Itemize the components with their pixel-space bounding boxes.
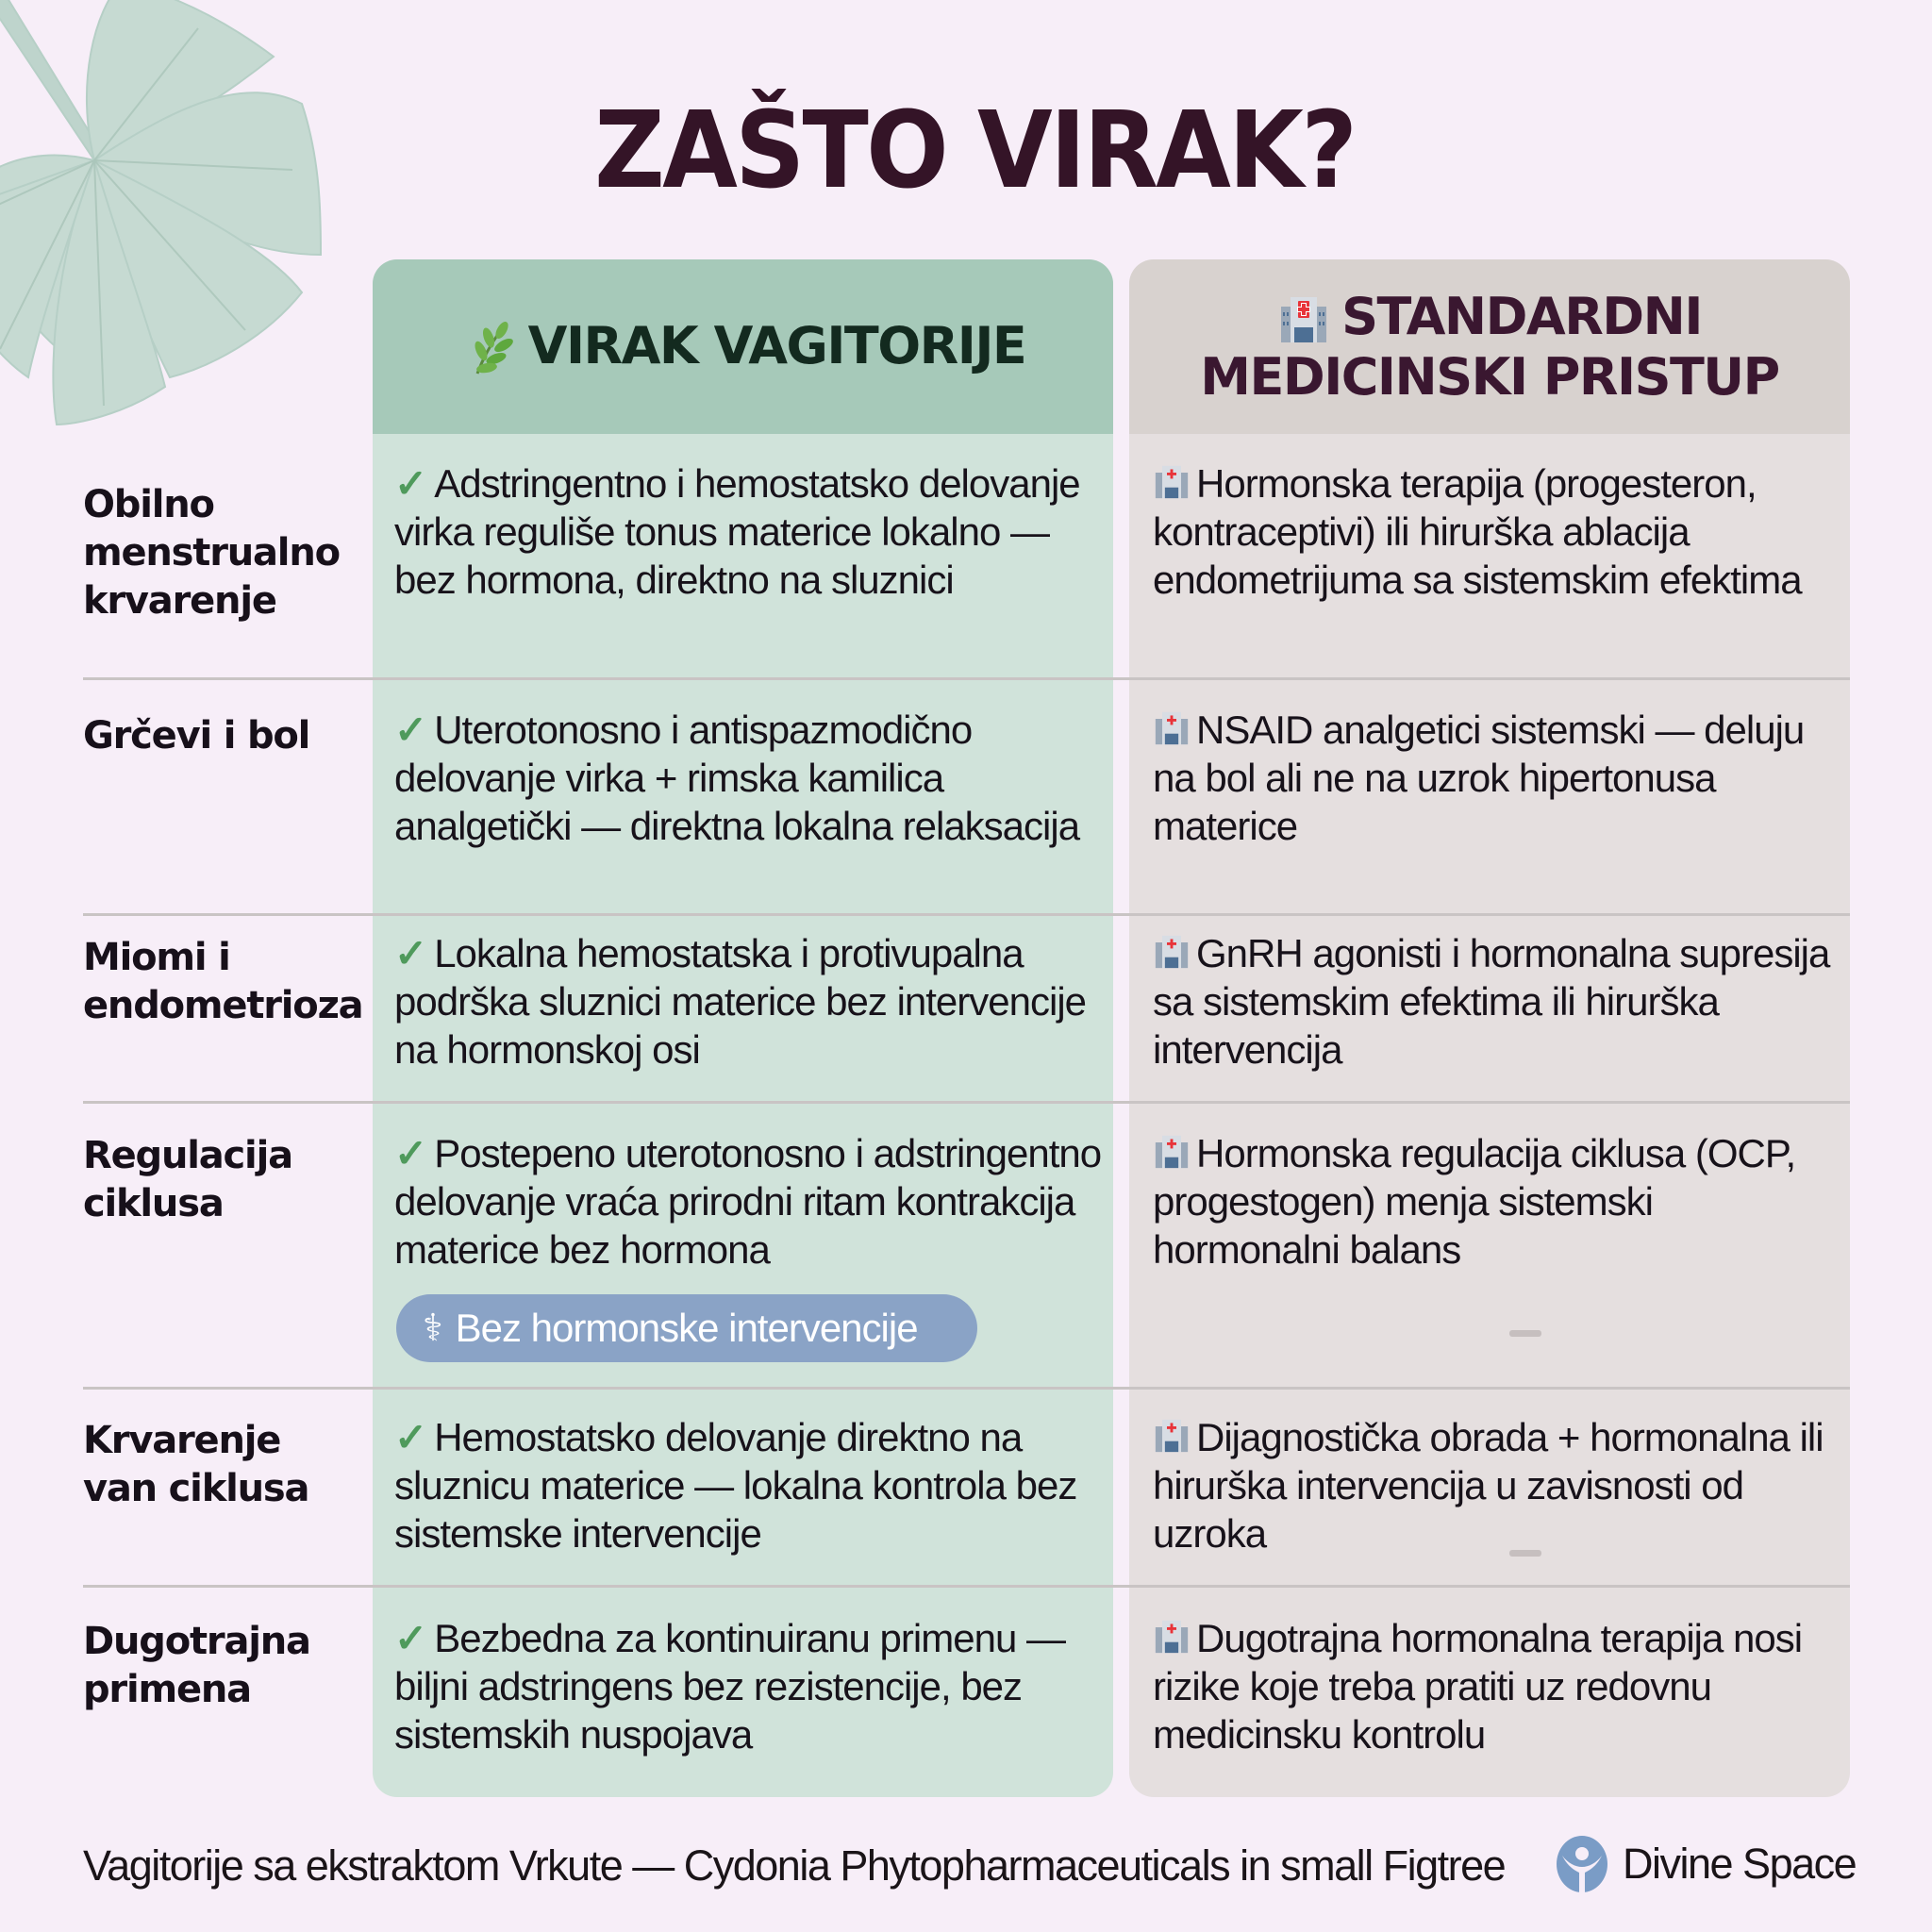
virak-cell: ✓ Adstringentno i hemostatsko delovanje virka reguliše tonus materice lokalno — bez hormona, direktno na sluznici: [394, 461, 1080, 602]
placeholder-dash: [1509, 1550, 1541, 1557]
hospital-icon: [1153, 709, 1191, 747]
placeholder-dash: [1509, 1330, 1541, 1337]
virak-cell: ✓ Lokalna hemostatska i protivupalna podrška sluznici materice bez intervencije na hormonskoj osi: [394, 931, 1087, 1072]
virak-cell: ✓ Postepeno uterotonosno i adstringentno delovanje vraća prirodni ritam kontrakcija materice bez hormona: [394, 1131, 1102, 1272]
row-label-cycle-regulation: Regulacija ciklusa: [83, 1134, 292, 1225]
row-divider: [83, 677, 1850, 680]
row-label-heavy-bleeding: Obilno menstrualno krvarenje: [83, 483, 340, 623]
standard-cell: Hormonska regulacija ciklusa (OCP, progestogen) menja sistemski hormonalni balans: [1153, 1131, 1796, 1272]
check-icon: ✓: [394, 1415, 427, 1459]
standard-column-header: [1129, 259, 1850, 434]
virak-cell: ✓ Hemostatsko delovanje direktno na sluznicu materice — lokalna kontrola bez sistemske intervencije: [394, 1415, 1077, 1556]
standard-cell: GnRH agonisti i hormonalna supresija sa sistemskim efektima ili hirurška intervencija: [1153, 931, 1830, 1072]
footer-text: Vagitorije sa ekstraktom Vrkute — Cydonia Phytopharmaceuticals in small Figtree: [83, 1841, 1506, 1890]
row-divider: [83, 1585, 1850, 1588]
row-divider: [83, 1101, 1850, 1104]
row-label-cramps: Grčevi i bol: [83, 714, 310, 758]
standard-cell: Dugotrajna hormonalna terapija nosi rizike koje treba pratiti uz redovnu medicinsku kontrolu: [1153, 1616, 1803, 1757]
standard-cell: Dijagnostička obrada + hormonalna ili hirurška intervencija u zavisnosti od uzroka: [1153, 1415, 1824, 1556]
check-icon: ✓: [394, 931, 427, 975]
row-label-intermenstrual-bleeding: Krvarenje van ciklusa: [83, 1419, 309, 1510]
hospital-icon: [1153, 933, 1191, 971]
virak-cell: ✓ Bezbedna za kontinuiranu primenu — biljni adstringens bez rezistencije, bez sistemskih nuspojava: [394, 1616, 1065, 1757]
virak-cell: ✓ Uterotonosno i antispazmodično delovanje virka + rimska kamilica analgetički — direktna lokalna relaksacija: [394, 708, 1080, 848]
brand-name: Divine Space: [1623, 1840, 1857, 1888]
badge-label: Bez hormonske intervencije: [455, 1306, 918, 1350]
check-icon: ✓: [394, 1616, 427, 1660]
page-title: ZAŠTO VIRAK?: [594, 90, 1356, 212]
row-label-long-term-use: Dugotrajna primena: [83, 1620, 310, 1711]
virak-column-header: [373, 259, 1113, 434]
no-hormone-badge: [396, 1294, 977, 1362]
hospital-icon: [1153, 1417, 1191, 1455]
row-label-fibroids: Miomi i endometrioza: [83, 936, 363, 1027]
standard-column-title-line2: MEDICINSKI PRISTUP: [1200, 346, 1779, 407]
standard-cell: NSAID analgetici sistemski — deluju na bol ali ne na uzrok hipertonusa materice: [1153, 708, 1805, 848]
check-icon: ✓: [394, 708, 427, 752]
hospital-icon: [1153, 1618, 1191, 1656]
check-icon: ✓: [394, 461, 427, 506]
brand: [1555, 1835, 1856, 1893]
standard-cell: Hormonska terapija (progesteron, kontraceptivi) ili hirurška ablacija endometrijuma sa sistemskim efektima: [1153, 461, 1802, 602]
herb-icon: [460, 321, 517, 377]
virak-column-title: VIRAK VAGITORIJE: [527, 315, 1026, 375]
row-divider: [83, 1387, 1850, 1390]
hospital-icon: [1153, 463, 1191, 501]
check-icon: ✓: [394, 1131, 427, 1175]
hospital-icon: [1153, 1133, 1191, 1171]
hospital-icon: [1277, 293, 1330, 346]
standard-column-title-line1: STANDARDNI: [1341, 286, 1702, 346]
row-divider: [83, 913, 1850, 916]
divine-space-logo-icon: [1555, 1835, 1609, 1893]
caduceus-icon: ⚕: [423, 1307, 442, 1349]
